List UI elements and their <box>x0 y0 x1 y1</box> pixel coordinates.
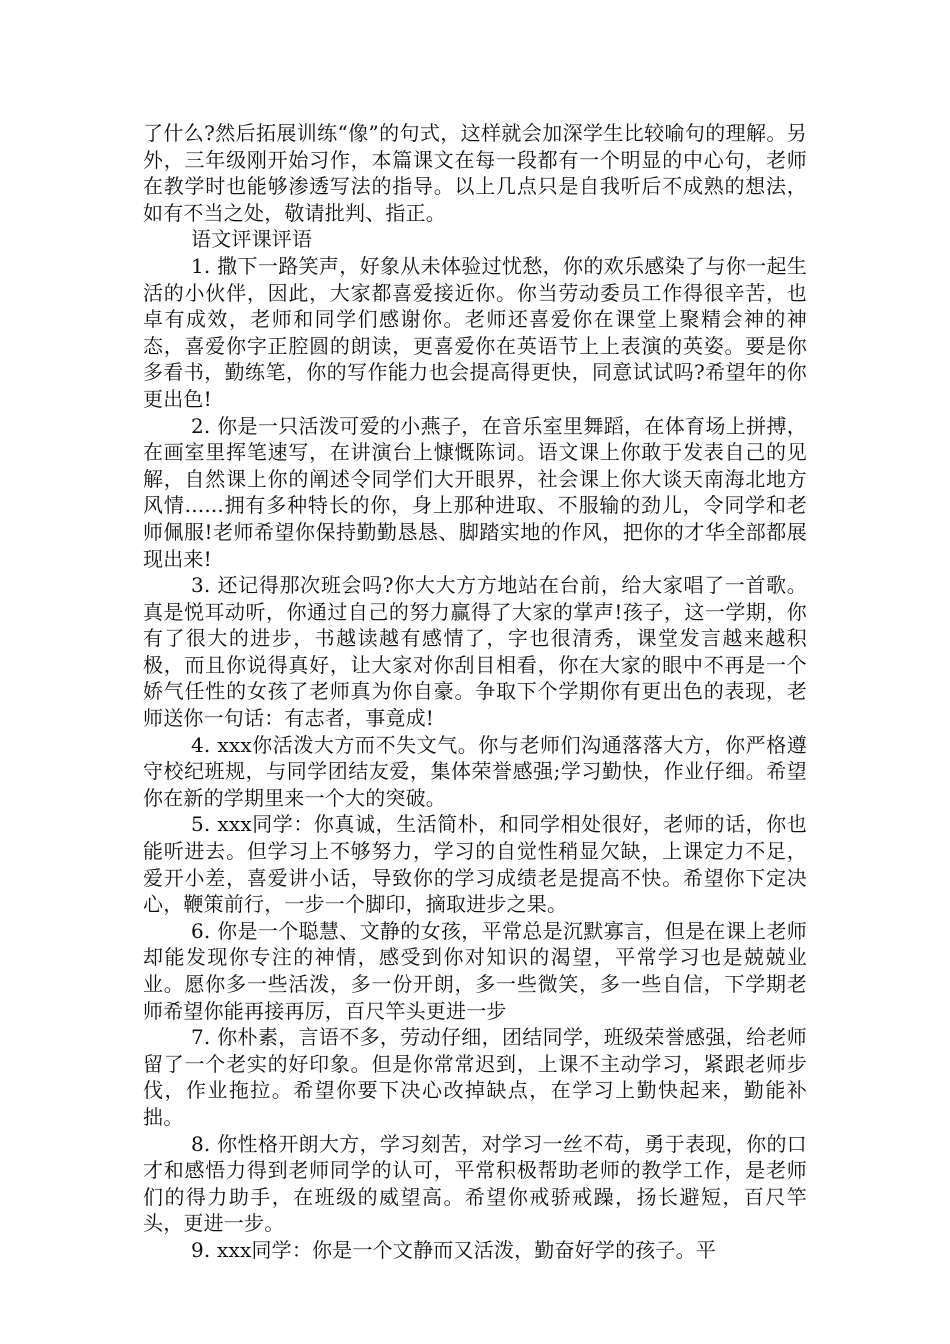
document-body <box>143 120 807 1264</box>
comment-paragraph-9: 9. xxx同学：你是一个文静而又活泼，勤奋好学的孩子。平 <box>191 1237 717 1262</box>
comment-paragraph-7: 7. 你朴素，言语不多，劳动仔细，团结同学，班级荣誉感强，给老师留了一个老实的好印象。但是你常常迟到，上课不主动学习，紧跟老师步伐，作业拖拉。希望你要下决心改掉缺点，在学习上勤快起来，勤能补拙。 <box>143 1025 807 1129</box>
comment-paragraph-3: 3. 还记得那次班会吗?你大大方方地站在台前，给大家唱了一首歌。真是悦耳动听，你通过自己的努力赢得了大家的掌声!孩子，这一学期，你有了很大的进步，书越读越有感情了，字也很清秀，课堂发言越来越积极，而且你说得真好，让大家对你刮目相看，你在大家的眼中不再是一个娇气任性的女孩了老师真为你自豪。争取下个学期你有更出色的表现，老师送你一句话：有志者，事竟成! <box>143 573 807 731</box>
section-heading: 语文评课评语 <box>191 227 313 252</box>
comment-paragraph-8: 8. 你性格开朗大方，学习刻苦，对学习一丝不苟，勇于表现，你的口才和感悟力得到老师同学的认可，平常积极帮助老师的教学工作，是老师们的得力助手，在班级的威望高。希望你戒骄戒躁，扬长避短，百尺竿头，更进一步。 <box>143 1131 807 1236</box>
comment-paragraph-5: 5. xxx同学：你真诚，生活简朴，和同学相处很好，老师的话，你也能听进去。但学习上不够努力，学习的自觉性稍显欠缺，上课定力不足，爱开小差，喜爱讲小话，导致你的学习成绩老是提高不快。希望你下定决心，鞭策前行，一步一个脚印，摘取进步之果。 <box>143 812 807 917</box>
comment-paragraph-1: 1. 撒下一路笑声，好象从未体验过忧愁，你的欢乐感染了与你一起生活的小伙伴，因此，大家都喜爱接近你。你当劳动委员工作得很辛苦，也卓有成效，老师和同学们感谢你。老师还喜爱你在课堂上聚精会神的神态，喜爱你字正腔圆的朗读，更喜爱你在英语节上上表演的英姿。要是你多看书，勤练笔，你的写作能力也会提高得更快，同意试试吗?希望年的你更出色! <box>143 253 807 411</box>
comment-paragraph-2: 2. 你是一只活泼可爱的小燕子，在音乐室里舞蹈，在体育场上拼搏，在画室里挥笔速写，在讲演台上慷慨陈词。语文课上你敢于发表自己的见解，自然课上你的阐述令同学们大开眼界，社会课上你大谈天南海北地方风情......拥有多种特长的你，身上那种进取、不服输的劲儿，令同学和老师佩服!老师希望你保持勤勤恳恳、脚踏实地的作风，把你的才华全部都展现出来! <box>143 413 807 571</box>
comment-paragraph-6: 6. 你是一个聪慧、文静的女孩，平常总是沉默寡言，但是在课上老师却能发现你专注的神情，感受到你对知识的渴望，平常学习也是兢兢业业。愿你多一些活泼，多一份开朗，多一些微笑，多一些自信，下学期老师希望你能再接再厉，百尺竿头更进一步 <box>143 918 807 1023</box>
intro-paragraph: 了什么?然后拓展训练“像”的句式，这样就会加深学生比较喻句的理解。另外，三年级刚开始习作，本篇课文在每一段都有一个明显的中心句，老师在教学时也能够渗透写法的指导。以上几点只是自我听后不成熟的想法，如有不当之处，敬请批判、指正。 <box>143 121 807 225</box>
comment-paragraph-4: 4. xxx你活泼大方而不失文气。你与老师们沟通落落大方，你严格遵守校纪班规，与同学团结友爱，集体荣誉感强;学习勤快，作业仔细。希望你在新的学期里来一个大的突破。 <box>143 732 807 810</box>
